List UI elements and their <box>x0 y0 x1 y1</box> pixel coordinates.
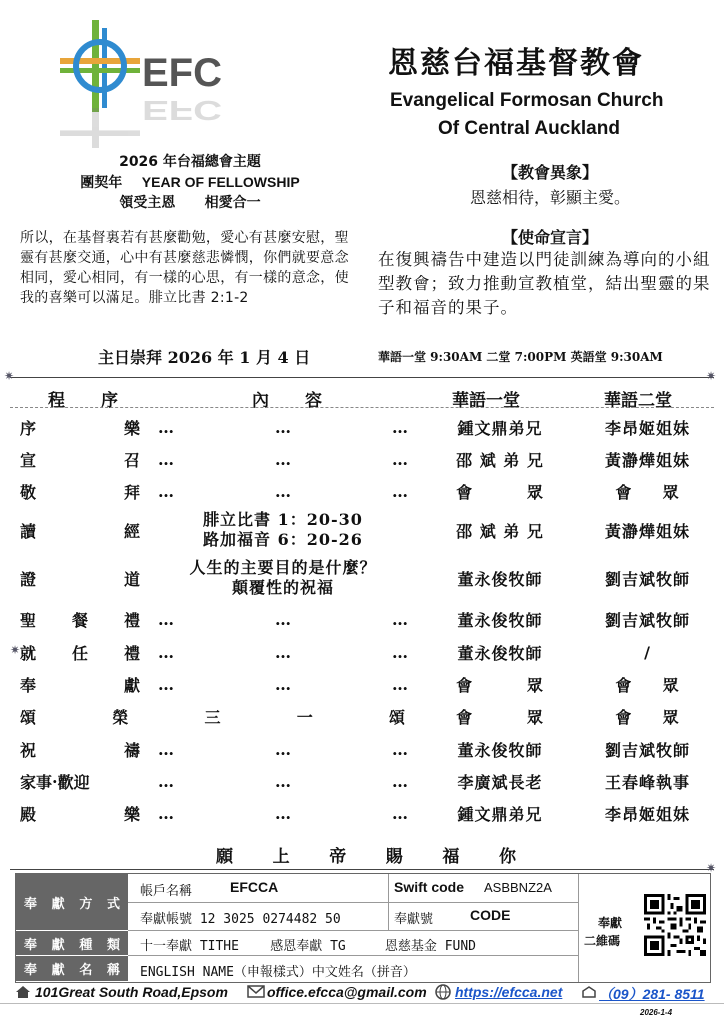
leader-dots: … <box>392 803 408 823</box>
cell-divider <box>578 874 579 982</box>
header-cheng: 程 <box>48 391 65 411</box>
vision-title: 【教會異象】 <box>501 163 598 182</box>
program-item-char: 宣 <box>20 450 37 470</box>
leader-dots: … <box>392 609 408 629</box>
program-item-char: 三 <box>204 707 221 727</box>
program-item <box>20 797 140 829</box>
cell-divider <box>128 955 578 956</box>
theme-title: 2026 年台福總會主題 <box>119 154 261 170</box>
program-item <box>20 668 140 700</box>
program-row <box>20 555 710 601</box>
program-item-char: 禮 <box>123 610 140 630</box>
program-item-char: 召 <box>123 450 140 470</box>
vision-text: 恩慈相待，彰顯主愛。 <box>469 188 630 207</box>
church-name-en-2: Of Central Auckland <box>438 118 620 139</box>
efc-logo <box>30 18 260 148</box>
blessing-char: 賜 <box>385 847 403 867</box>
service-2-leader: 會 眾 <box>615 707 680 727</box>
program-header-service-2: 華語二堂 <box>604 391 672 411</box>
program-content <box>158 507 408 553</box>
program-item-char: 聖 <box>20 610 37 630</box>
program-item-char: 樂 <box>123 804 140 824</box>
program-item-char: 讀 <box>20 521 37 541</box>
program-item-char: 家事 <box>20 772 53 792</box>
program-row <box>20 700 710 732</box>
annual-theme <box>60 152 320 213</box>
program-item <box>20 603 140 635</box>
program-content-line: 路加福音 6：20-26 <box>203 530 363 549</box>
program-row <box>20 765 710 797</box>
leader-dots: … <box>392 417 408 437</box>
middle-dot: · <box>52 771 58 791</box>
qr-label-1: 奉獻 <box>598 916 623 930</box>
leader-dots: … <box>158 771 174 791</box>
service-2-leader: 會 眾 <box>615 482 680 502</box>
program-row <box>20 507 710 553</box>
program-item <box>20 700 405 732</box>
program-row <box>20 443 710 475</box>
program-content <box>158 668 408 700</box>
account-name-value: EFCCA <box>230 879 279 895</box>
blessing-char: 願 <box>216 847 233 867</box>
program-content <box>158 411 408 443</box>
service-1-leader: 董永俊牧師 <box>457 569 543 589</box>
service-2-leader: / <box>644 642 651 662</box>
leader-dots: … <box>275 771 291 791</box>
label-char: 奉 <box>24 896 38 912</box>
phone-icon <box>581 984 597 1003</box>
service-1-leader: 李廣斌長老 <box>457 772 543 792</box>
service-date: 主日崇拜 2026 年 1 月 4 日 <box>98 348 311 367</box>
program-header-service-1: 華語一堂 <box>452 391 520 411</box>
label-char: 獻 <box>51 896 65 912</box>
home-icon <box>15 984 31 1003</box>
logo-text: EFC <box>142 51 222 95</box>
program-content <box>158 636 408 668</box>
offering-type-label <box>16 931 128 955</box>
offering-info-box <box>15 873 711 983</box>
leader-dots: … <box>275 481 291 501</box>
program-content-line: 腓立比書 1：20-30 <box>203 510 363 529</box>
leader-dots: … <box>158 609 174 629</box>
footer-website[interactable]: https://efcca.net <box>455 984 563 1000</box>
program-item-char: 拜 <box>123 482 140 502</box>
program-item-char: 一 <box>296 707 313 727</box>
label-char: 獻 <box>51 963 65 978</box>
label-char: 類 <box>106 937 120 953</box>
program-item-char: 證 <box>20 569 37 589</box>
label-char: 奉 <box>24 937 38 953</box>
footer-phone[interactable]: （09）281- 8511 <box>599 986 705 1002</box>
leader-dots: … <box>392 642 408 662</box>
service-2-leader: 劉吉斌牧師 <box>604 740 690 760</box>
service-1-leader: 會 眾 <box>456 675 544 695</box>
blessing-char: 帝 <box>329 847 347 867</box>
mail-icon <box>247 984 265 1001</box>
program-content <box>158 443 408 475</box>
swift-code-value: ASBBNZ2A <box>484 880 552 895</box>
program-content <box>158 475 408 507</box>
theme-line-3-b: 相愛合一 <box>204 195 261 211</box>
program-item-char: 奉 <box>20 675 37 695</box>
service-2-leader: 黃瀞燁姐妹 <box>604 450 690 470</box>
program-content <box>158 733 408 765</box>
leader-dots: … <box>275 609 291 629</box>
program-item-char: 殿 <box>20 804 37 824</box>
program-item-char: 禱 <box>123 740 140 760</box>
leader-dots: … <box>392 771 408 791</box>
service-2-leader: 劉吉斌牧師 <box>604 569 690 589</box>
program-row <box>20 411 710 443</box>
globe-icon <box>435 984 451 1003</box>
program-content <box>158 797 408 829</box>
leader-dots: … <box>275 739 291 759</box>
church-name-zh: 恩慈台福基督教會 <box>388 46 644 81</box>
program-content <box>158 555 408 601</box>
offering-types: 十一奉獻 TITHE 感恩奉獻 TG 恩慈基金 FUND <box>140 939 477 954</box>
leader-dots: … <box>392 449 408 469</box>
service-1-leader: 邵 斌 弟 兄 <box>456 450 544 470</box>
offering-method-label <box>16 874 128 930</box>
label-char: 奉 <box>24 963 38 978</box>
program-item-char: 祝 <box>20 740 37 760</box>
theme-line-3-a: 領受主恩 <box>119 195 176 211</box>
service-1-leader: 會 眾 <box>456 707 544 727</box>
blessing-char: 你 <box>498 847 516 867</box>
program-item-char: 道 <box>123 569 140 589</box>
program-item <box>20 507 140 553</box>
program-content <box>158 765 408 797</box>
star-ornament-right: ✷ <box>706 369 717 383</box>
header-xu: 序 <box>101 391 118 411</box>
leader-dots: … <box>275 449 291 469</box>
divider-header <box>10 407 714 408</box>
mission-title: 【使命宣言】 <box>501 228 598 247</box>
header-rong: 容 <box>305 391 322 411</box>
theme-line-3 <box>60 193 320 213</box>
service-1-leader: 董永俊牧師 <box>457 643 543 663</box>
leader-dots: … <box>158 642 174 662</box>
program-item <box>20 475 140 507</box>
program-item <box>20 555 140 601</box>
program-item <box>20 411 140 443</box>
program-item-char: 餐 <box>71 610 88 630</box>
footer-divider <box>0 1003 724 1004</box>
program-row <box>20 636 710 668</box>
footer <box>15 984 715 1004</box>
leader-dots: … <box>275 803 291 823</box>
cell-divider <box>128 930 578 931</box>
service-1-leader: 會 眾 <box>456 482 544 502</box>
date-stamp: 2026-1-4 <box>640 1008 673 1017</box>
program-item-char: 歡迎 <box>57 772 90 792</box>
cell-divider <box>388 874 389 930</box>
program-item <box>20 765 140 797</box>
divider-bottom <box>10 869 714 870</box>
offering-name-format: ENGLISH NAME（申報樣式）中文姓名（拼音） <box>140 965 416 980</box>
program-content-line: 顛覆性的祝福 <box>231 578 334 597</box>
service-2-leader: 黃瀞燁姐妹 <box>604 521 690 541</box>
program-row <box>20 797 710 829</box>
leader-dots: … <box>275 674 291 694</box>
program-item-char: 禮 <box>123 643 140 663</box>
leader-dots: … <box>158 803 174 823</box>
label-char: 方 <box>79 896 93 912</box>
program-item <box>20 636 140 668</box>
star-ornament-row: ✷ <box>10 643 21 657</box>
program-row <box>20 733 710 765</box>
swift-code-label: Swift code <box>394 879 465 895</box>
service-2-leader: 王春峰執事 <box>604 772 690 792</box>
service-1-leader: 鍾文鼎弟兄 <box>457 418 543 438</box>
program-item-char: 頌 <box>20 707 37 727</box>
leader-dots: … <box>392 481 408 501</box>
program-item-char: 獻 <box>123 675 140 695</box>
program-item-char: 榮 <box>112 707 129 727</box>
header-nei: 內 <box>252 391 269 411</box>
label-char: 種 <box>79 937 93 953</box>
leader-dots: … <box>158 449 174 469</box>
cell-divider <box>128 902 578 903</box>
label-char: 獻 <box>51 937 65 953</box>
offering-name-label <box>16 956 128 981</box>
program-row <box>20 668 710 700</box>
blessing-char: 上 <box>272 847 290 867</box>
service-2-leader: 李昂姬姐妹 <box>604 418 690 438</box>
blessing-line <box>216 842 516 867</box>
label-char: 式 <box>106 896 120 912</box>
program-item-char: 經 <box>123 521 140 541</box>
service-1-leader: 董永俊牧師 <box>457 740 543 760</box>
leader-dots: … <box>392 739 408 759</box>
program-row <box>20 603 710 635</box>
theme-verse: 所以，在基督裏若有甚麼勸勉，愛心有甚麼安慰，聖靈有甚麼交通，心中有甚麼慈悲憐憫，你們就要意念相同，愛心相同，有一樣的心思，有一樣的意念，使我的喜樂可以滿足。腓立比書 2:1-2 <box>20 230 349 306</box>
leader-dots: … <box>392 674 408 694</box>
church-name-en-1: Evangelical Formosan Church <box>390 90 664 111</box>
svg-text:EFC: EFC <box>142 94 222 126</box>
program-item-char: 任 <box>71 643 88 663</box>
program-item-char: 序 <box>20 418 37 438</box>
footer-email[interactable]: office.efcca@gmail.com <box>267 984 427 1000</box>
program-item-char: 敬 <box>20 482 37 502</box>
star-ornament-left: ✷ <box>4 369 15 383</box>
label-char: 名 <box>79 963 93 978</box>
footer-address: 101Great South Road,Epsom <box>35 984 228 1000</box>
service-1-leader: 鍾文鼎弟兄 <box>457 804 543 824</box>
program-item-char: 樂 <box>123 418 140 438</box>
label-char: 稱 <box>106 963 120 978</box>
mission-text: 在復興禱告中建造以門徒訓練為導向的小組型教會；致力推動宣教植堂，結出聖靈的果子和福音的果子。 <box>378 250 711 317</box>
leader-dots: … <box>275 642 291 662</box>
service-times: 華語一堂 9:30AM 二堂 7:00PM 英語堂 9:30AM <box>378 350 663 364</box>
service-2-leader: 劉吉斌牧師 <box>604 610 690 630</box>
program-item-char: 就 <box>20 643 37 663</box>
star-ornament-bottom: ✷ <box>706 861 717 875</box>
account-number: 奉獻帳號 12 3025 0274482 50 <box>140 912 341 927</box>
service-2-leader: 會 眾 <box>615 675 680 695</box>
leader-dots: … <box>158 481 174 501</box>
leader-dots: … <box>275 417 291 437</box>
program-item <box>20 443 140 475</box>
theme-line-2 <box>60 172 320 193</box>
account-name-label: 帳戶名稱 <box>140 884 193 899</box>
leader-dots: … <box>158 739 174 759</box>
service-2-leader: 李昂姬姐妹 <box>604 804 690 824</box>
program-item-char: 頌 <box>388 707 405 727</box>
offering-ref-value: CODE <box>470 907 511 923</box>
theme-line-2-en: YEAR OF FELLOWSHIP <box>141 174 300 190</box>
leader-dots: … <box>158 417 174 437</box>
service-1-leader: 董永俊牧師 <box>457 610 543 630</box>
program-row <box>20 475 710 507</box>
program-content-line: 人生的主要目的是什麼？ <box>189 558 377 577</box>
offering-ref-label: 奉獻號 <box>394 912 434 927</box>
program-content <box>158 603 408 635</box>
program-item <box>20 733 140 765</box>
theme-line-2-zh: 團契年 <box>80 175 123 191</box>
service-1-leader: 邵 斌 弟 兄 <box>456 521 544 541</box>
leader-dots: … <box>158 674 174 694</box>
divider-top <box>10 377 714 378</box>
blessing-char: 福 <box>442 847 460 867</box>
qr-code-icon[interactable] <box>644 894 706 956</box>
qr-label-2: 二維碼 <box>584 934 621 948</box>
